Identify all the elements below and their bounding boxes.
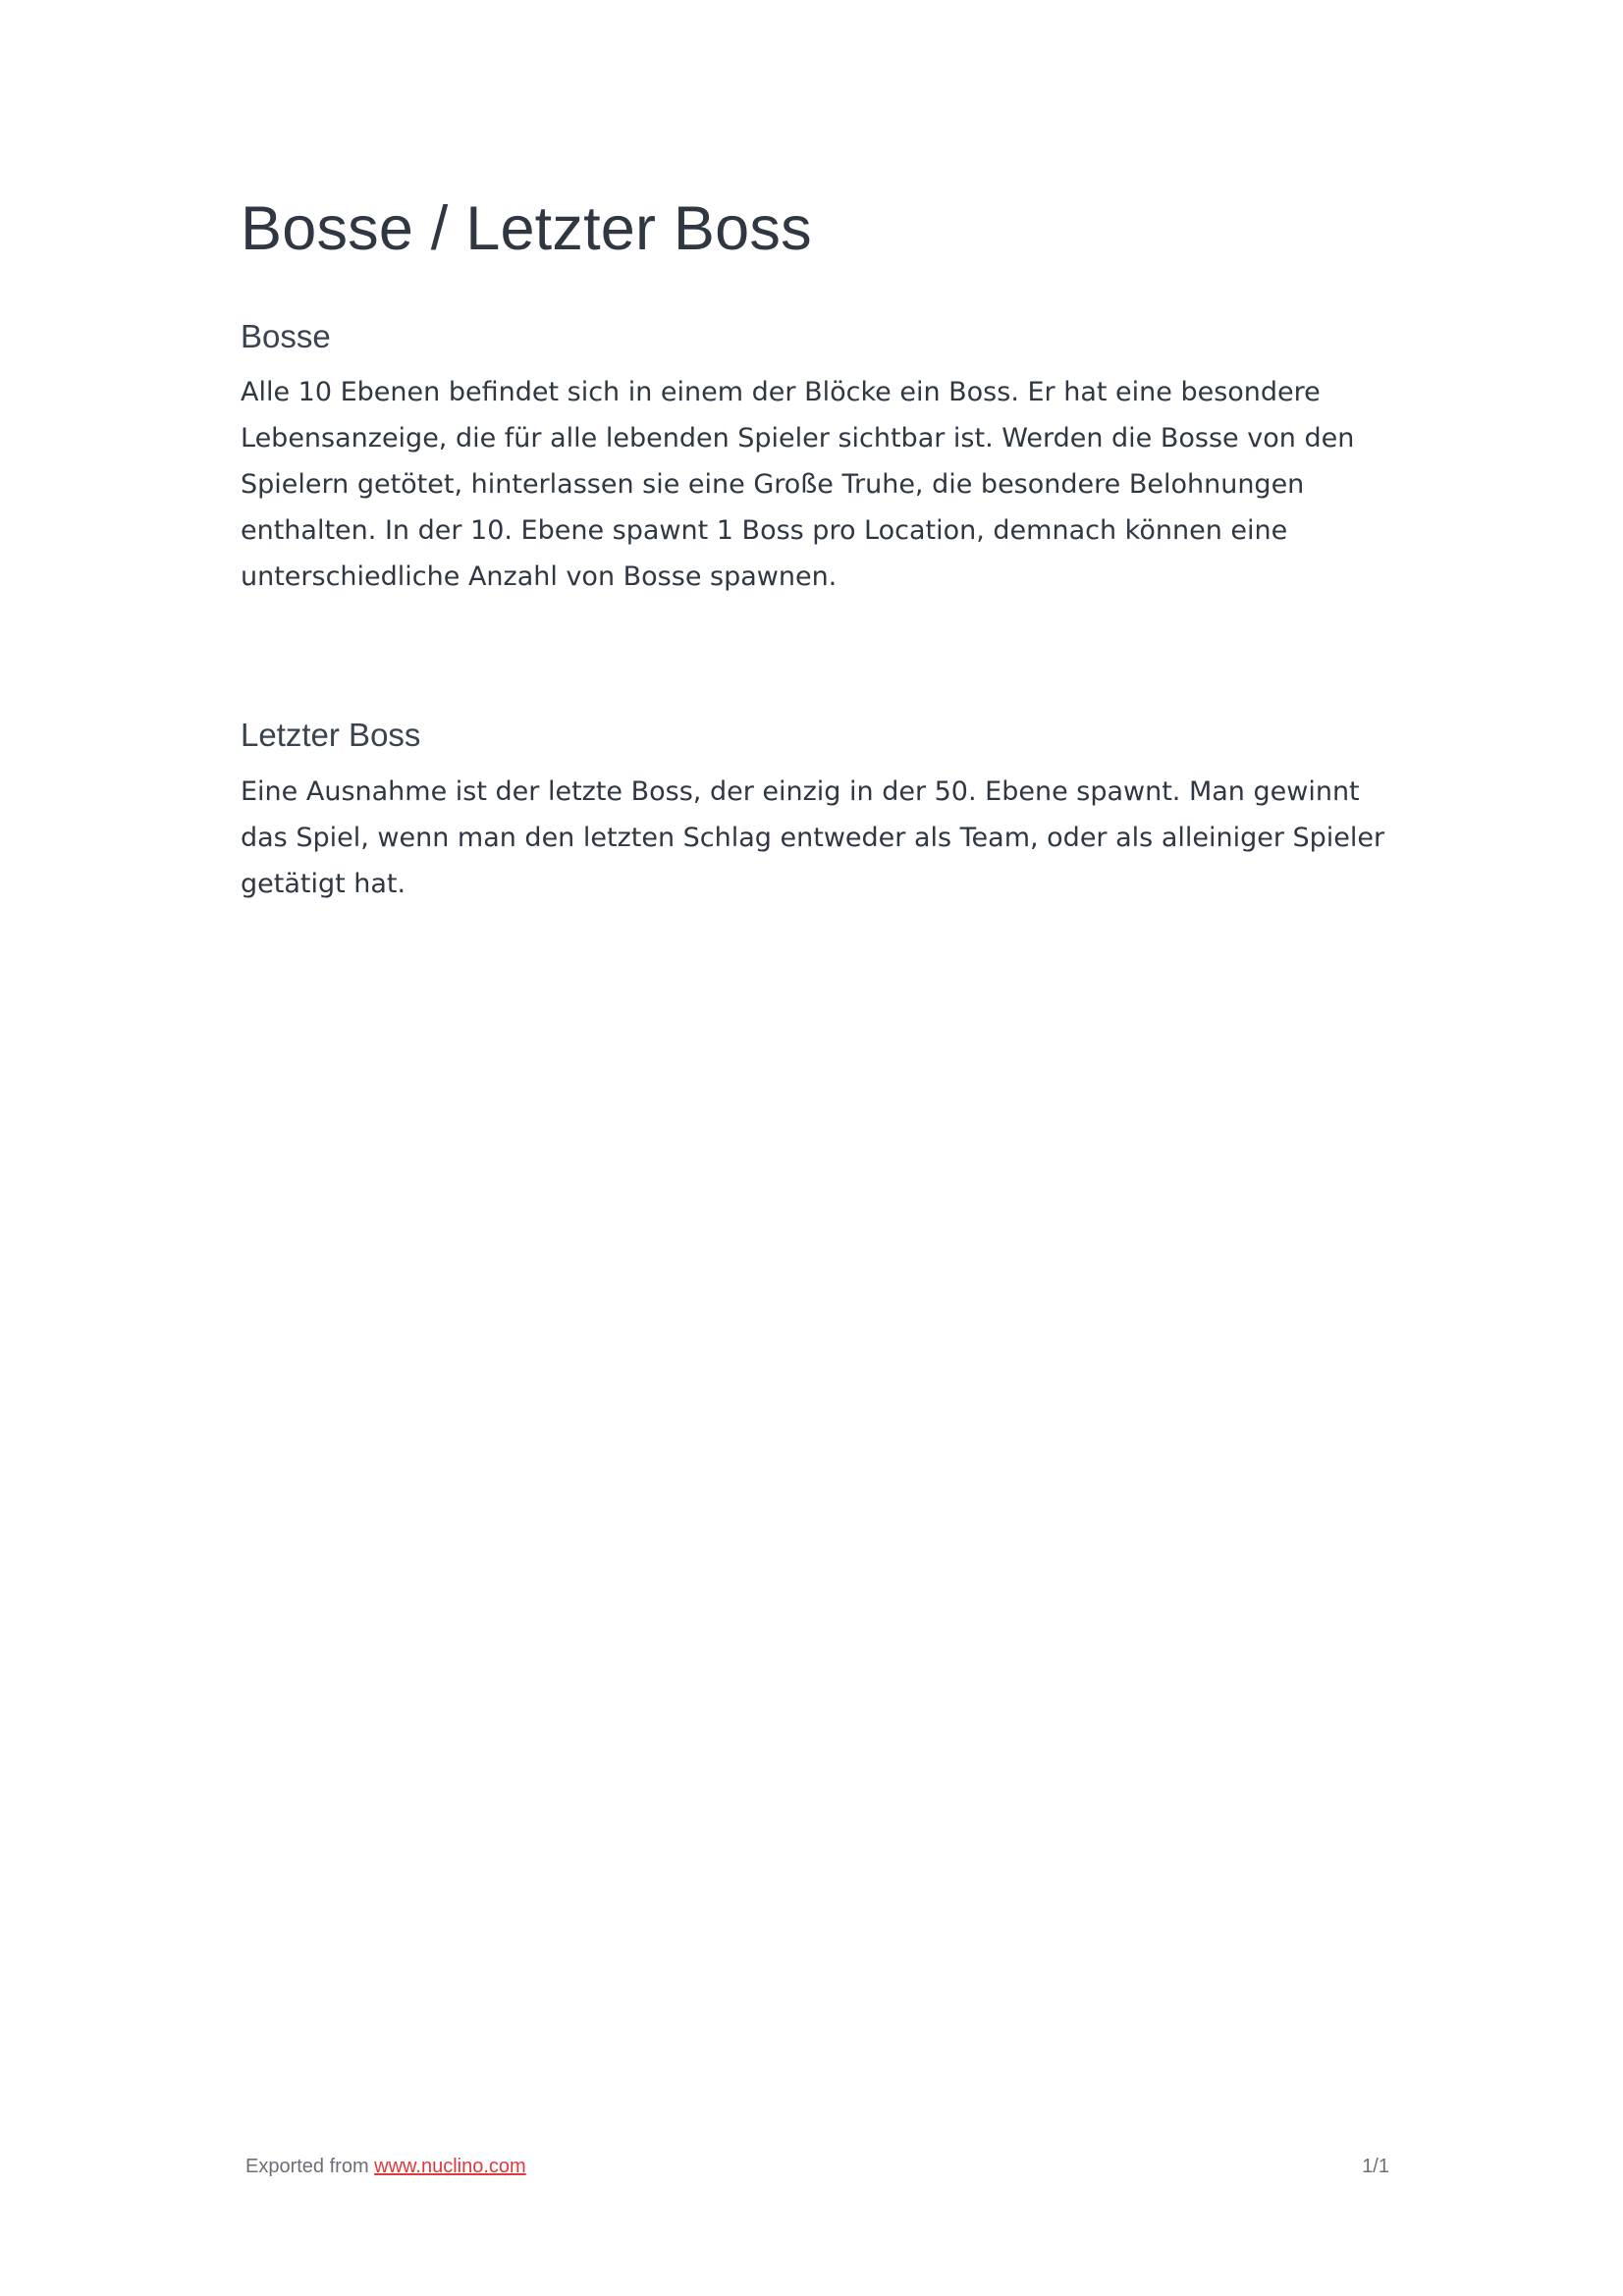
page-title: Bosse / Letzter Boss [241,194,812,263]
page-indicator: 1/1 [1362,2156,1389,2177]
section-heading-bosse: Bosse [241,317,331,354]
export-note [245,2156,526,2178]
section-body-letzter-boss: Eine Ausnahme ist der letzte Boss, der einzig in der 50. Ebene spawnt. Man gewinnt das Spiel, wenn man den letzten Schlag entweder als Team, oder als alleiniger Spieler getätigt hat. [241,776,1385,900]
section-bosse [241,316,1389,601]
section-letzter-boss [241,715,1389,907]
document-content [241,192,1389,907]
nuclino-link[interactable]: www.nuclino.com [374,2156,526,2177]
page-footer [245,2156,1389,2179]
section-body-bosse: Alle 10 Ebenen befindet sich in einem der Blöcke ein Boss. Er hat eine besondere Lebensanzeige, die für alle lebenden Spieler sichtbar ist. Werden die Bosse von den Spielern getötet, hinterlassen sie eine Große Truhe, die besondere Belohnungen enthalten. In der 10. Ebene spawnt 1 Boss pro Location, demnach können eine unterschiedliche Anzahl von Bosse spawnen. [241,377,1355,593]
section-heading-letzter-boss: Letzter Boss [241,717,421,754]
export-label: Exported from [245,2156,369,2177]
